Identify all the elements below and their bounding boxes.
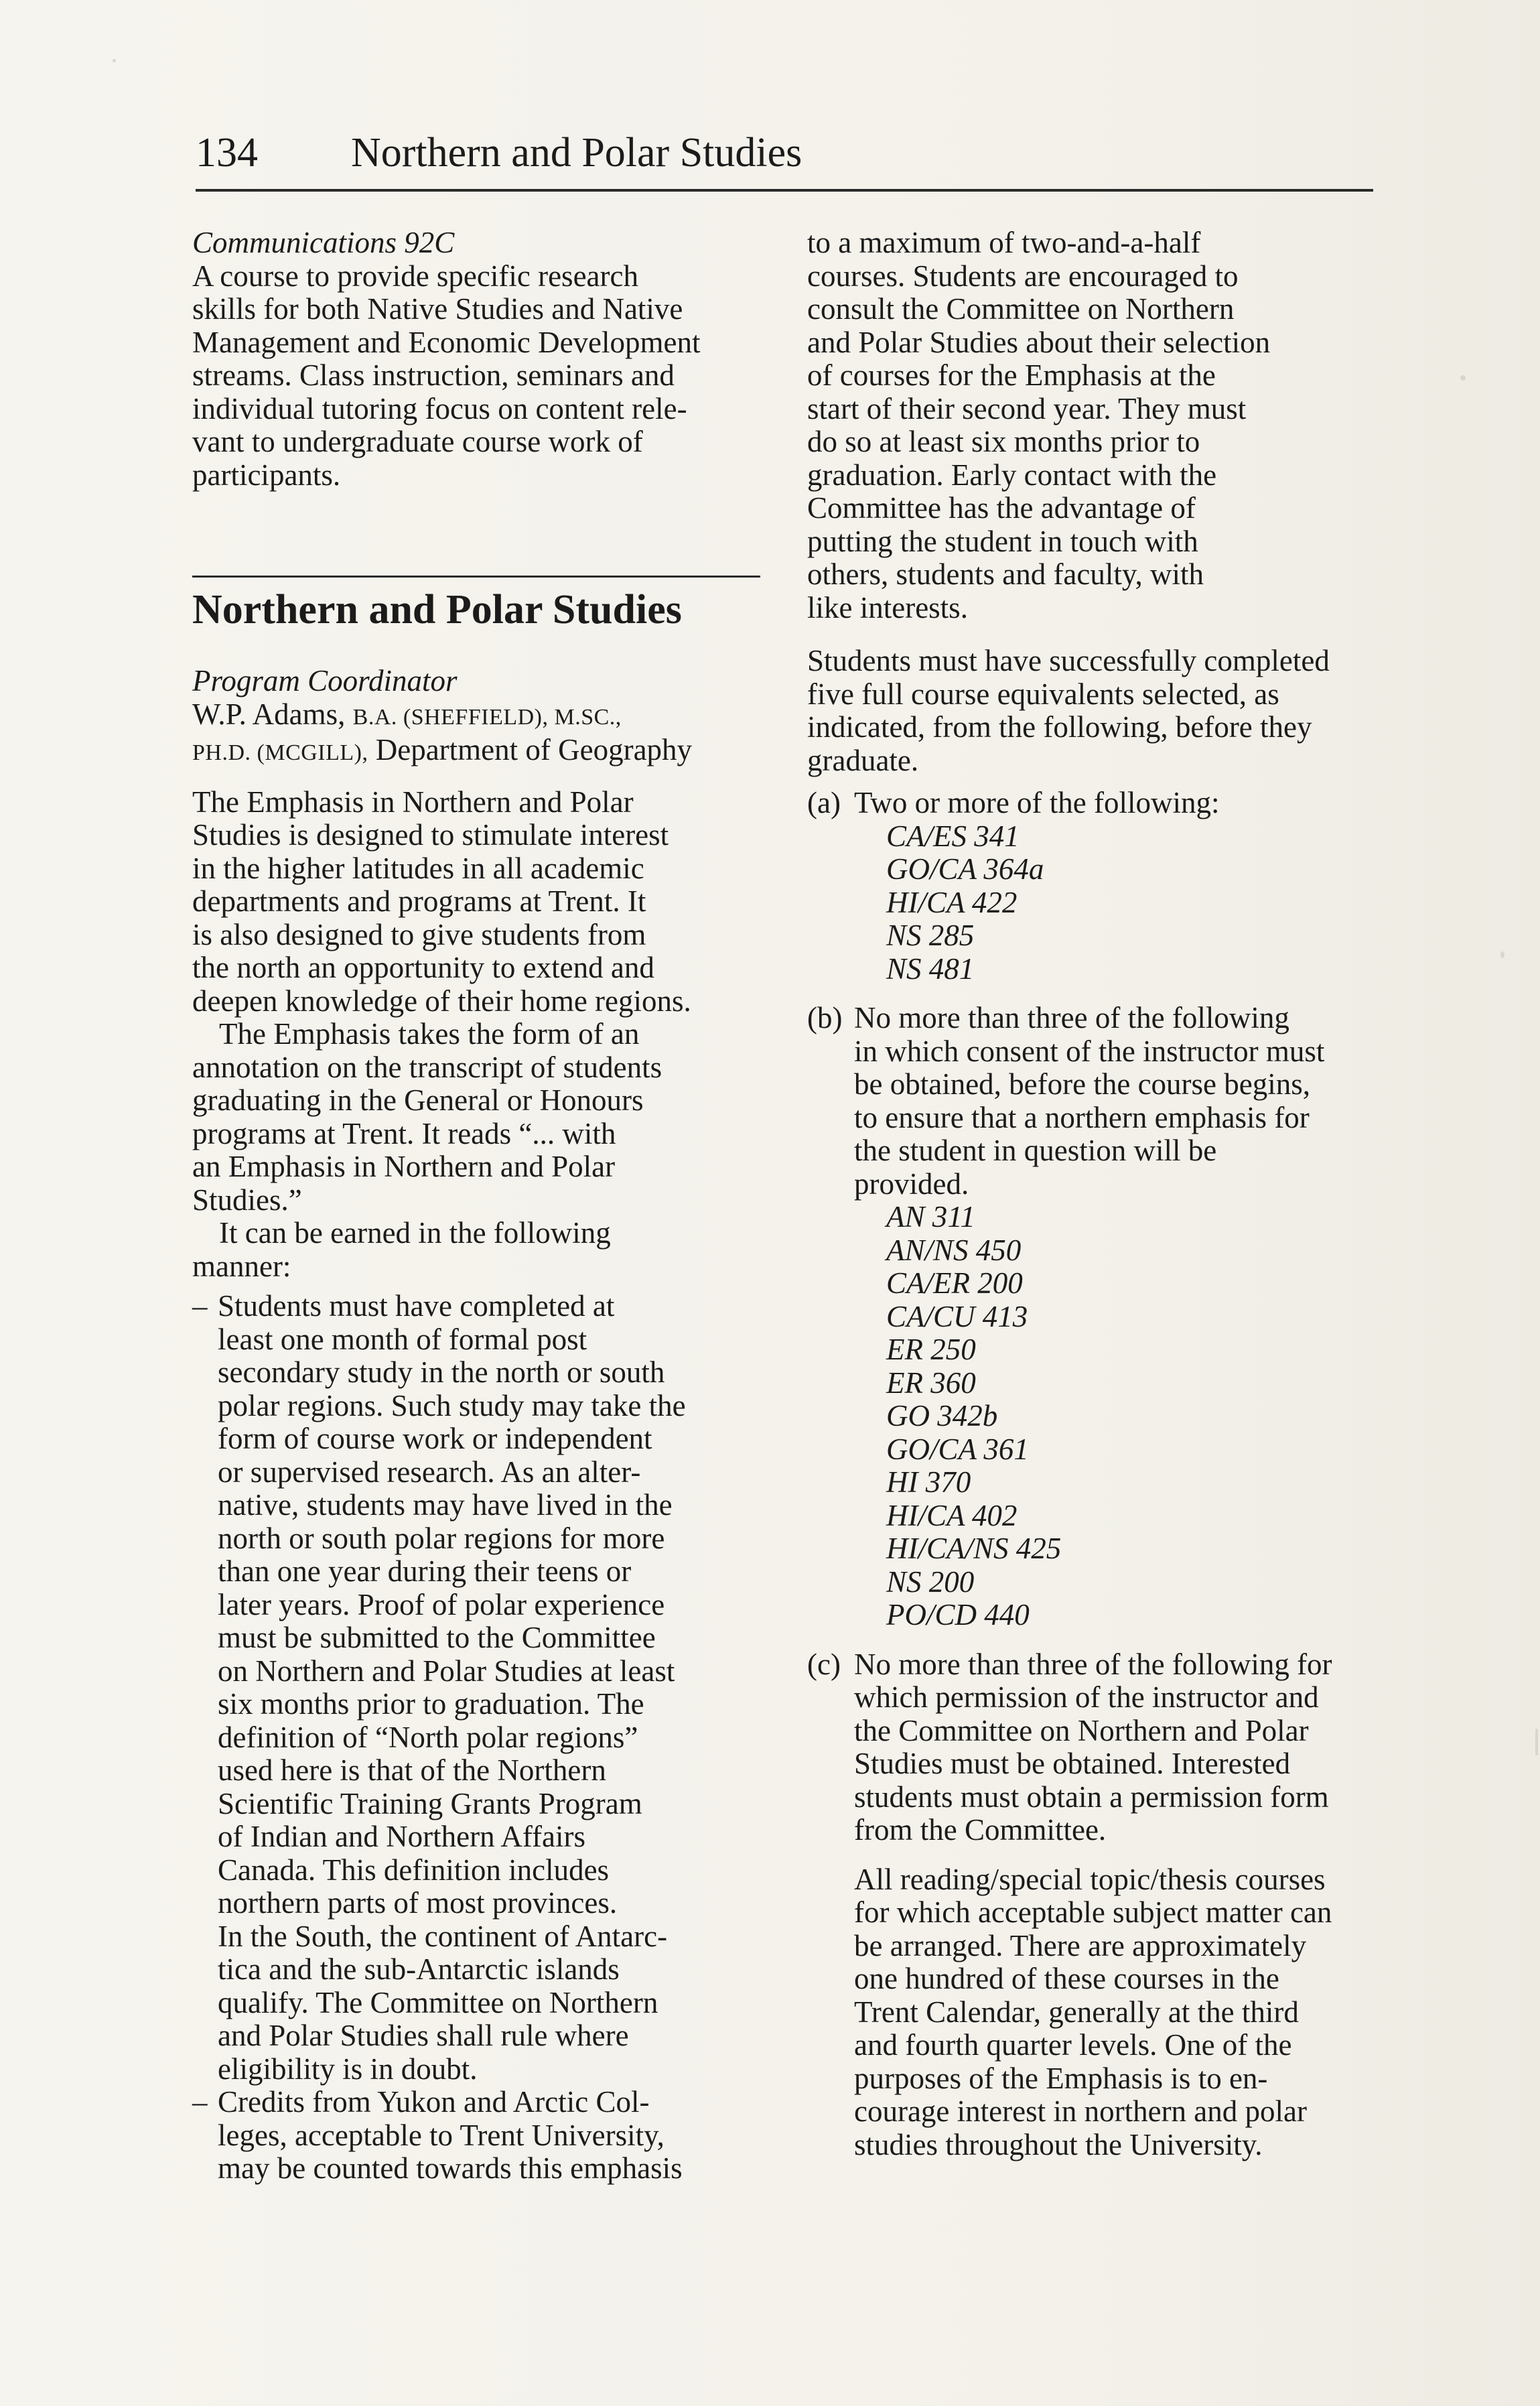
earned-paragraph (192, 1217, 782, 1283)
text-line: the student in question will be (854, 1134, 1217, 1167)
intro-paragraph (192, 786, 782, 1018)
text-line: of Indian and Northern Affairs (218, 1820, 586, 1853)
text-line: deepen knowledge of their home regions. (192, 984, 691, 1018)
right-column (807, 226, 1390, 2161)
coordinator-line-2 (192, 734, 782, 770)
text-line: In the South, the continent of Antarc- (218, 1919, 668, 1953)
course-code: ER 360 (886, 1365, 976, 1400)
text-line: purposes of the Emphasis is to en- (854, 2061, 1268, 2095)
course-code: HI/CA 422 (886, 885, 1018, 919)
continued-paragraph (807, 226, 1390, 624)
text-line: Committee has the advantage of (807, 491, 1196, 525)
requirement-dash-item (192, 1290, 782, 2086)
text-line: like interests. (807, 590, 968, 624)
coordinator-degrees-2: PH.D. (MCGILL), (192, 740, 368, 765)
communications-course-title: Communications 92C (192, 226, 455, 259)
coordinator-name: W.P. Adams, (192, 697, 346, 731)
header-rule (196, 189, 1373, 192)
scan-artifact (1500, 951, 1504, 958)
text-line: A course to provide specific research (192, 259, 638, 293)
text-line: streams. Class instruction, seminars and (192, 358, 675, 392)
dash-marker: – (192, 2085, 208, 2119)
text-line: courses. Students are encouraged to (807, 259, 1239, 293)
course-code: AN 311 (886, 1200, 975, 1233)
text-line: graduate. (807, 743, 919, 777)
text-line: is also designed to give students from (192, 917, 646, 951)
course-code: GO/CA 361 (886, 1432, 1029, 1466)
text-line: an Emphasis in Northern and Polar (192, 1150, 616, 1183)
course-code: GO/CA 364a (886, 852, 1044, 886)
text-line: individual tutoring focus on content rele- (192, 391, 687, 425)
course-code: HI/CA/NS 425 (886, 1532, 1062, 1565)
list-marker: (a) (807, 786, 841, 819)
text-line: No more than three of the following for (854, 1647, 1332, 1681)
coordinator-line-1 (192, 698, 782, 734)
requirement-c (807, 1648, 1390, 2162)
text-line: must be submitted to the Committee (218, 1621, 656, 1654)
text-line: Studies must be obtained. Interested (854, 1747, 1291, 1780)
text-line: in which consent of the instructor must (854, 1034, 1325, 1068)
text-line: secondary study in the north or south (218, 1355, 665, 1389)
text-line: Canada. This definition includes (218, 1853, 610, 1887)
text-line: form of course work or independent (218, 1422, 652, 1455)
course-code: HI/CA 402 (886, 1498, 1018, 1532)
text-line: Studies.” (192, 1183, 302, 1217)
text-line: putting the student in touch with (807, 524, 1198, 558)
text-line: Two or more of the following: (854, 786, 1220, 819)
text-line: provided. (854, 1166, 969, 1201)
text-line: leges, acceptable to Trent University, (218, 2118, 664, 2152)
text-line: north or south polar regions for more (218, 1521, 665, 1555)
text-line: Studies is designed to stimulate interest (192, 818, 669, 852)
text-line: Management and Economic Development (192, 325, 701, 359)
text-line: in the higher latitudes in all academic (192, 851, 644, 885)
text-line: vant to undergraduate course work of (192, 425, 643, 458)
text-line: Students must have successfully completed (807, 644, 1330, 677)
text-line: polar regions. Such study may take the (218, 1388, 686, 1422)
text-line: manner: (192, 1249, 291, 1283)
course-code: NS 200 (886, 1564, 975, 1599)
text-line: start of their second year. They must (807, 391, 1247, 425)
coordinator-credentials (192, 698, 782, 770)
text-line: to ensure that a northern emphasis for (854, 1100, 1310, 1134)
text-line: No more than three of the following (854, 1001, 1289, 1034)
text-line: It can be earned in the following (219, 1216, 611, 1250)
running-title: Northern and Polar Studies (351, 130, 802, 176)
emphasis-form-paragraph (192, 1018, 782, 1217)
requirements-paragraph (807, 645, 1390, 777)
requirement-b (807, 1002, 1390, 1632)
course-list-a (854, 820, 1390, 986)
text-line: others, students and faculty, with (807, 557, 1204, 591)
text-line: annotation on the transcript of students (192, 1050, 662, 1084)
text-line: on Northern and Polar Studies at least (218, 1654, 675, 1688)
text-line: from the Committee. (854, 1813, 1107, 1847)
text-line: northern parts of most provinces. (218, 1886, 618, 1920)
text-line: Students must have completed at (218, 1289, 615, 1323)
text-line: and Polar Studies shall rule where (218, 2019, 629, 2052)
text-line: than one year during their teens or (218, 1554, 632, 1588)
text-line: skills for both Native Studies and Native (192, 292, 683, 326)
text-line: be obtained, before the course begins, (854, 1067, 1310, 1101)
text-line: departments and programs at Trent. It (192, 884, 646, 918)
text-line: or supervised research. As an alter- (218, 1455, 641, 1489)
text-line: the north an opportunity to extend and (192, 951, 654, 984)
text-line: consult the Committee on Northern (807, 292, 1235, 326)
text-line: may be counted towards this emphasis (218, 2151, 683, 2185)
text-line: definition of “North polar regions” (218, 1720, 638, 1754)
text-line: students must obtain a permission form (854, 1780, 1329, 1814)
text-line: to a maximum of two-and-a-half (807, 226, 1201, 259)
section-rule (192, 576, 760, 578)
text-line: programs at Trent. It reads “... with (192, 1116, 616, 1150)
page-header (196, 126, 1373, 193)
text-line: studies throughout the University. (854, 2127, 1263, 2161)
text-line: be arranged. There are approximately (854, 1928, 1307, 1962)
text-line: which permission of the instructor and (854, 1680, 1319, 1714)
left-column (192, 226, 782, 2186)
text-line: The Emphasis in Northern and Polar (192, 785, 634, 819)
course-code: HI 370 (886, 1465, 971, 1499)
text-line: one hundred of these courses in the (854, 1962, 1279, 1995)
section-title: Northern and Polar Studies (192, 587, 682, 632)
course-code: NS 285 (886, 919, 975, 952)
text-line: Trent Calendar, generally at the third (854, 1995, 1299, 2029)
text-line: of courses for the Emphasis at the (807, 358, 1216, 392)
text-line: and Polar Studies about their selection (807, 325, 1271, 359)
coordinator-department: Department of Geography (375, 733, 693, 766)
requirement-a (807, 787, 1390, 986)
list-marker: (b) (807, 1001, 843, 1034)
text-line: and fourth quarter levels. One of the (854, 2028, 1292, 2062)
text-line: Scientific Training Grants Program (218, 1786, 642, 1820)
text-line: native, students may have lived in the (218, 1488, 673, 1522)
text-line: All reading/special topic/thesis courses (854, 1862, 1326, 1896)
list-marker: (c) (807, 1647, 841, 1681)
text-line: Credits from Yukon and Arctic Col- (218, 2085, 650, 2119)
text-line: the Committee on Northern and Polar (854, 1713, 1309, 1747)
course-list-b (854, 1201, 1390, 1632)
coordinator-label: Program Coordinator (192, 664, 458, 697)
text-line: participants. (192, 458, 341, 492)
text-line: graduating in the General or Honours (192, 1083, 644, 1117)
course-code: CA/ES 341 (886, 819, 1020, 853)
text-line: eligibility is in doubt. (218, 2052, 478, 2086)
course-code: CA/CU 413 (886, 1299, 1028, 1333)
text-line: used here is that of the Northern (218, 1753, 606, 1787)
text-line: six months prior to graduation. The (218, 1687, 644, 1721)
course-code: ER 250 (886, 1333, 976, 1366)
page-number: 134 (196, 130, 258, 176)
scan-artifact (1535, 1729, 1538, 1755)
text-line: The Emphasis takes the form of an (219, 1017, 640, 1051)
credits-dash-item (192, 2086, 782, 2186)
course-code: GO 342b (886, 1399, 998, 1432)
scan-artifact (113, 59, 116, 62)
text-line: do so at least six months prior to (807, 425, 1200, 458)
coordinator-degrees-1: B.A. (SHEFFIELD), M.SC., (352, 704, 622, 730)
course-code: CA/ER 200 (886, 1266, 1023, 1300)
course-code: PO/CD 440 (886, 1598, 1030, 1631)
text-line: tica and the sub-Antarctic islands (218, 1952, 620, 1986)
text-line: later years. Proof of polar experience (218, 1587, 665, 1621)
course-code: NS 481 (886, 951, 975, 986)
scan-artifact (1460, 375, 1466, 381)
course-code: AN/NS 450 (886, 1233, 1022, 1267)
text-line: indicated, from the following, before they (807, 710, 1312, 744)
text-line: qualify. The Committee on Northern (218, 1985, 658, 2019)
text-line: graduation. Early contact with the (807, 458, 1217, 492)
reading-courses-paragraph (854, 1863, 1390, 2162)
dash-marker: – (192, 1289, 208, 1323)
text-line: courage interest in northern and polar (854, 2094, 1307, 2128)
text-line: least one month of formal post (218, 1322, 587, 1356)
text-line: for which acceptable subject matter can (854, 1895, 1332, 1929)
communications-description (192, 260, 782, 492)
text-line: five full course equivalents selected, as (807, 677, 1279, 711)
